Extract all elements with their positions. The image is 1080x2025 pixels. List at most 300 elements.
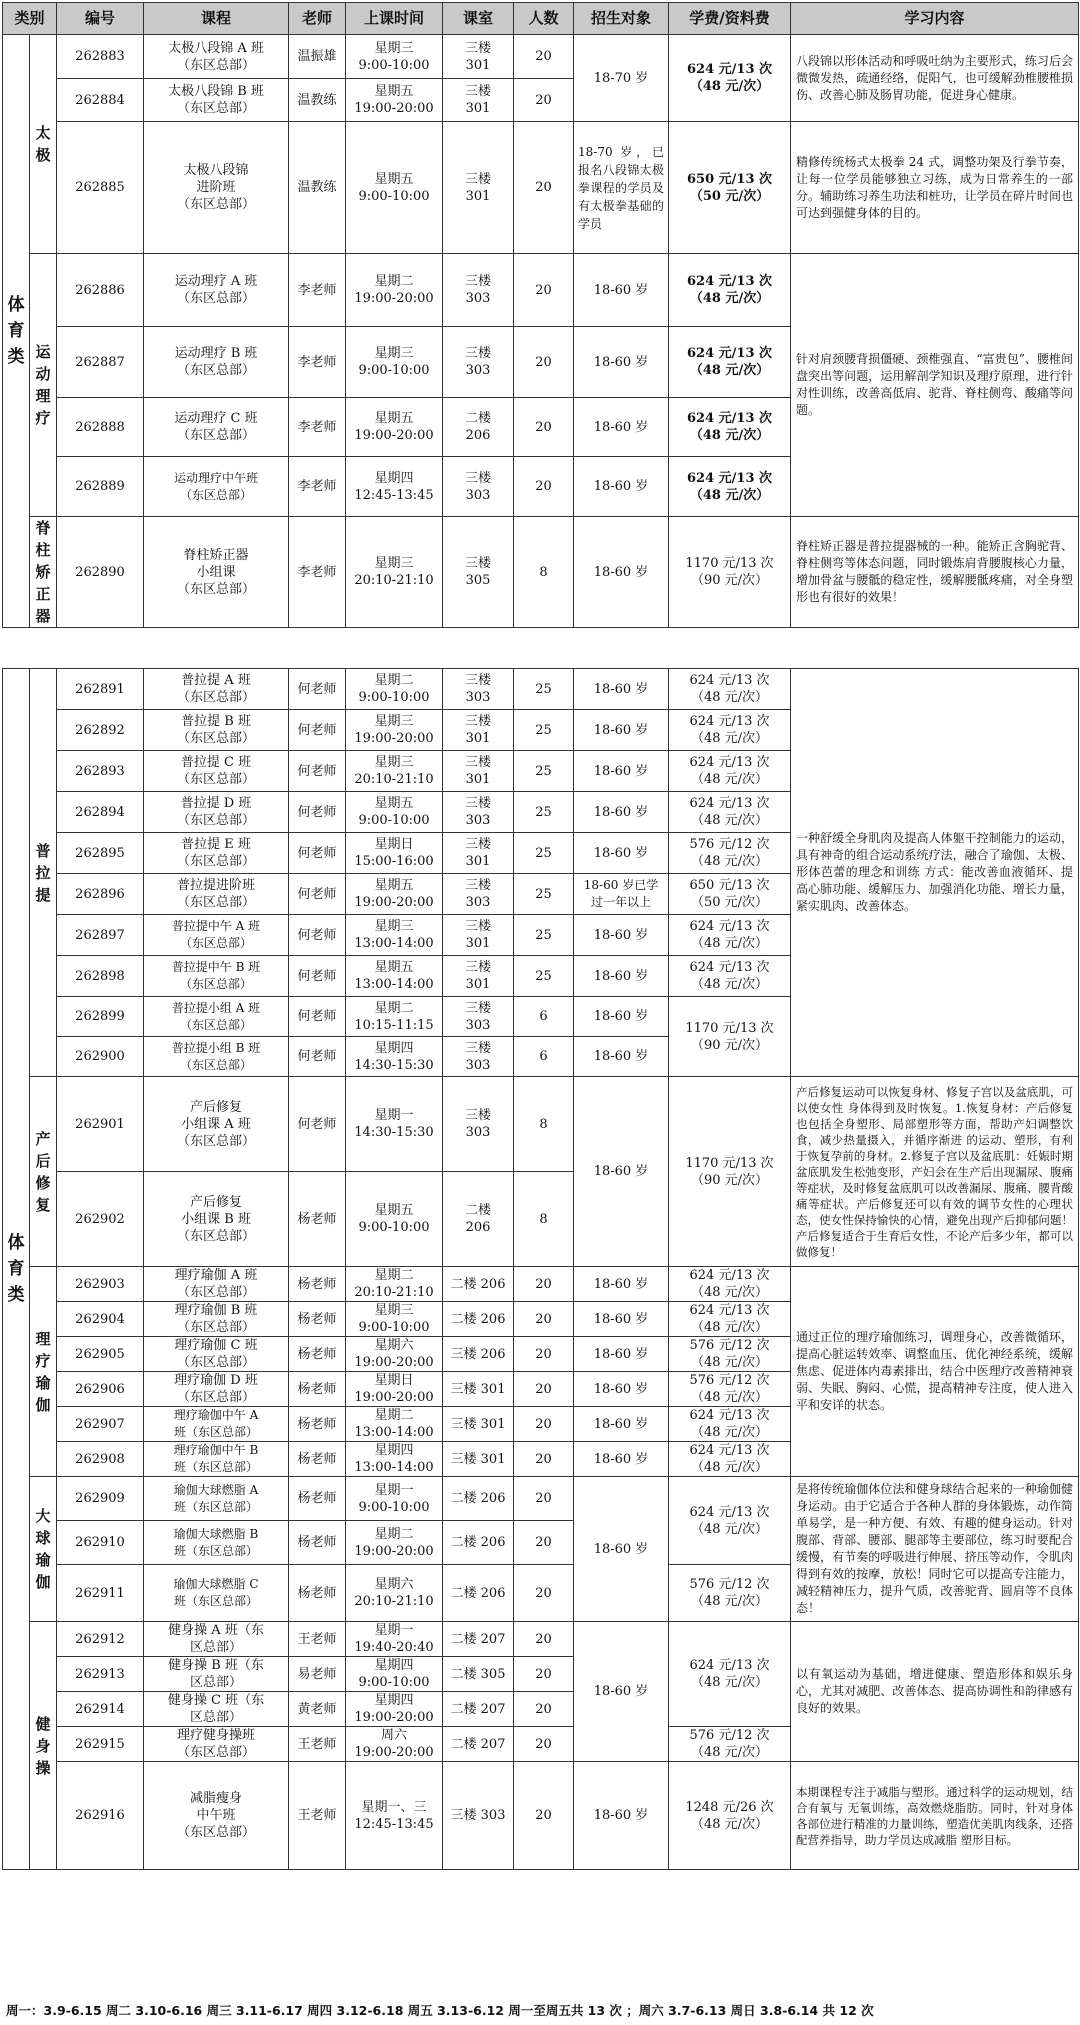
teacher: 李老师 xyxy=(289,254,346,327)
fee: 1170 元/13 次 （90 元/次） xyxy=(669,517,791,628)
course-name: 脊柱矫正器 小组课 （东区总部） xyxy=(144,517,289,628)
course-name: 理疗瑜伽中午 B 班（东区总部） xyxy=(144,1442,289,1477)
course-id: 262898 xyxy=(57,956,144,997)
teacher: 何老师 xyxy=(289,751,346,792)
course-id: 262911 xyxy=(57,1565,144,1622)
class-time: 星期三 9:00-10:00 xyxy=(346,327,443,398)
capacity: 20 xyxy=(514,327,574,398)
teacher: 温振雄 xyxy=(289,35,346,79)
course-name: 健身操 A 班（东 区总部） xyxy=(144,1622,289,1657)
table-header xyxy=(3,3,1079,35)
fee: 624 元/13 次 （48 元/次） xyxy=(669,1267,791,1302)
group-cell-postnatal: 产 后 修 复 xyxy=(30,1077,57,1267)
capacity: 20 xyxy=(514,35,574,79)
course-id: 262904 xyxy=(57,1302,144,1337)
classroom: 二楼 206 xyxy=(443,1565,514,1622)
classroom: 三楼 301 xyxy=(443,122,514,254)
teacher: 杨老师 xyxy=(289,1521,346,1565)
header-room: 课室 xyxy=(443,3,514,35)
classroom: 三楼 301 xyxy=(443,915,514,956)
teacher: 何老师 xyxy=(289,874,346,915)
course-id: 262903 xyxy=(57,1267,144,1302)
class-time: 星期六 19:00-20:00 xyxy=(346,1337,443,1372)
course-id: 262908 xyxy=(57,1442,144,1477)
course-id: 262888 xyxy=(57,398,144,457)
teacher: 何老师 xyxy=(289,710,346,751)
classroom: 二楼 207 xyxy=(443,1692,514,1727)
table-row xyxy=(3,35,1079,79)
capacity: 25 xyxy=(514,669,574,710)
course-id: 262914 xyxy=(57,1692,144,1727)
course-description: 精修传统杨式太极拳 24 式，调整功架及行拳节奏，让每一位学员能够独立习练，成为日常养生的一部分。辅助练习养生功法和桩功，让学员在碎片时间也可达到强健身体的目的。 xyxy=(791,122,1079,254)
course-name: 理疗瑜伽 D 班 （东区总部） xyxy=(144,1372,289,1407)
target-group: 18-60 岁 xyxy=(574,398,669,457)
course-id: 262905 xyxy=(57,1337,144,1372)
class-time: 星期日 19:00-20:00 xyxy=(346,1372,443,1407)
target-group: 18-60 岁 xyxy=(574,1037,669,1077)
course-name: 理疗瑜伽 A 班 （东区总部） xyxy=(144,1267,289,1302)
classroom: 三楼 301 xyxy=(443,1372,514,1407)
header-content: 学习内容 xyxy=(791,3,1079,35)
course-id: 262909 xyxy=(57,1477,144,1521)
fee: 624 元/13 次 （48 元/次） xyxy=(669,915,791,956)
course-id: 262884 xyxy=(57,79,144,122)
fee: 1170 元/13 次 （90 元/次） xyxy=(669,997,791,1077)
course-name: 产后修复 小组课 B 班 （东区总部） xyxy=(144,1172,289,1267)
classroom: 三楼 301 xyxy=(443,751,514,792)
header-count: 人数 xyxy=(514,3,574,35)
course-name: 普拉提中午 B 班 （东区总部） xyxy=(144,956,289,997)
classroom: 三楼 303 xyxy=(443,457,514,517)
course-id: 262883 xyxy=(57,35,144,79)
course-name: 运动理疗中午班 （东区总部） xyxy=(144,457,289,517)
course-name: 普拉提小组 B 班 （东区总部） xyxy=(144,1037,289,1077)
course-name: 瑜伽大球燃脂 C 班（东区总部） xyxy=(144,1565,289,1622)
course-id: 262907 xyxy=(57,1407,144,1442)
course-name: 普拉提 E 班 （东区总部） xyxy=(144,833,289,874)
teacher: 何老师 xyxy=(289,669,346,710)
table-row xyxy=(3,122,1079,254)
teacher: 何老师 xyxy=(289,1077,346,1172)
classroom: 三楼 303 xyxy=(443,792,514,833)
capacity: 8 xyxy=(514,1077,574,1172)
capacity: 25 xyxy=(514,956,574,997)
course-id: 262899 xyxy=(57,997,144,1037)
course-id: 262895 xyxy=(57,833,144,874)
course-name: 理疗瑜伽 C 班 （东区总部） xyxy=(144,1337,289,1372)
course-name: 理疗瑜伽 B 班 （东区总部） xyxy=(144,1302,289,1337)
class-time: 星期三 20:10-21:10 xyxy=(346,751,443,792)
target-group: 18-60 岁 xyxy=(574,1407,669,1442)
teacher: 何老师 xyxy=(289,997,346,1037)
target-group: 18-60 岁 xyxy=(574,1372,669,1407)
teacher: 王老师 xyxy=(289,1622,346,1657)
course-name: 产后修复 小组课 A 班 （东区总部） xyxy=(144,1077,289,1172)
class-time: 星期三 13:00-14:00 xyxy=(346,915,443,956)
teacher: 王老师 xyxy=(289,1762,346,1870)
capacity: 25 xyxy=(514,751,574,792)
target-group: 18-60 岁 xyxy=(574,669,669,710)
capacity: 20 xyxy=(514,1657,574,1692)
teacher: 李老师 xyxy=(289,517,346,628)
course-id: 262913 xyxy=(57,1657,144,1692)
capacity: 20 xyxy=(514,1727,574,1762)
fee: 576 元/12 次 （48 元/次） xyxy=(669,1372,791,1407)
capacity: 20 xyxy=(514,1337,574,1372)
fee: 650 元/13 次 （50 元/次） xyxy=(669,874,791,915)
header-category: 类别 xyxy=(3,3,57,35)
teacher: 李老师 xyxy=(289,327,346,398)
fee: 576 元/12 次 （48 元/次） xyxy=(669,1337,791,1372)
target-group: 18-60 岁 xyxy=(574,1762,669,1870)
teacher: 李老师 xyxy=(289,398,346,457)
course-name: 瑜伽大球燃脂 B 班（东区总部） xyxy=(144,1521,289,1565)
classroom: 三楼 303 xyxy=(443,1077,514,1172)
capacity: 20 xyxy=(514,398,574,457)
target-group: 18-60 岁 xyxy=(574,1477,669,1622)
table-row xyxy=(3,1267,1079,1302)
capacity: 25 xyxy=(514,874,574,915)
class-time: 星期四 12:45-13:45 xyxy=(346,457,443,517)
class-time: 星期二 19:00-20:00 xyxy=(346,1521,443,1565)
class-time: 星期五 9:00-10:00 xyxy=(346,1172,443,1267)
course-id: 262910 xyxy=(57,1521,144,1565)
course-name: 普拉提小组 A 班 （东区总部） xyxy=(144,997,289,1037)
course-id: 262885 xyxy=(57,122,144,254)
class-time: 星期五 19:00-20:00 xyxy=(346,398,443,457)
category-cell: 体 育 类 xyxy=(3,35,30,628)
course-description: 一种舒缓全身肌肉及提高人体躯干控制能力的运动，具有神奇的组合运动系统疗法，融合了瑜伽、太极、形体芭蕾的理念和训练 方式：能改善血液循环、提高心肺功能、缓解压力、加强消化功能、增长力量，紧实肌肉、改善体态。 xyxy=(791,669,1079,1077)
course-name: 理疗瑜伽中午 A 班（东区总部） xyxy=(144,1407,289,1442)
classroom: 三楼 303 xyxy=(443,1762,514,1870)
classroom: 三楼 305 xyxy=(443,517,514,628)
course-name: 运动理疗 B 班 （东区总部） xyxy=(144,327,289,398)
capacity: 20 xyxy=(514,1622,574,1657)
table-row xyxy=(3,1762,1079,1870)
classroom: 二楼 206 xyxy=(443,398,514,457)
class-time: 星期四 14:30-15:30 xyxy=(346,1037,443,1077)
table-row xyxy=(3,254,1079,327)
target-group: 18-60 岁 xyxy=(574,517,669,628)
header-fee: 学费/资料费 xyxy=(669,3,791,35)
group-cell-physio: 运 动 理 疗 xyxy=(30,254,57,517)
capacity: 25 xyxy=(514,915,574,956)
class-time: 星期二 19:00-20:00 xyxy=(346,254,443,327)
header-time: 上课时间 xyxy=(346,3,443,35)
class-time: 星期三 9:00-10:00 xyxy=(346,35,443,79)
course-name: 减脂瘦身 中午班 （东区总部） xyxy=(144,1762,289,1870)
teacher: 杨老师 xyxy=(289,1442,346,1477)
classroom: 三楼 303 xyxy=(443,874,514,915)
class-time: 星期五 19:00-20:00 xyxy=(346,79,443,122)
class-time: 星期一、三 12:45-13:45 xyxy=(346,1762,443,1870)
target-group: 18-60 岁 xyxy=(574,997,669,1037)
target-group: 18-60 岁 xyxy=(574,327,669,398)
target-group: 18-60 岁 xyxy=(574,1077,669,1267)
class-time: 星期五 9:00-10:00 xyxy=(346,792,443,833)
fee: 576 元/12 次 （48 元/次） xyxy=(669,833,791,874)
capacity: 20 xyxy=(514,1565,574,1622)
class-time: 星期四 9:00-10:00 xyxy=(346,1657,443,1692)
classroom: 三楼 303 xyxy=(443,327,514,398)
course-description: 脊柱矫正器是普拉提器械的一种。能矫正含胸驼背、脊柱侧弯等体态问题，同时锻炼肩背腰腹核心力量，增加骨盆与腰骶的稳定性，缓解腰骶疼痛，对全身塑形也有很好的效果！ xyxy=(791,517,1079,628)
course-name: 太极八段锦 B 班 （东区总部） xyxy=(144,79,289,122)
fee: 624 元/13 次 （48 元/次） xyxy=(669,1442,791,1477)
capacity: 20 xyxy=(514,1477,574,1521)
capacity: 20 xyxy=(514,122,574,254)
course-description: 本期课程专注于减脂与塑形。通过科学的运动规划，结合有氧与 无氧训练，高效燃烧脂肪。同时，针对身体各部位进行精准的力量训练，塑造优美肌肉线条，还搭配营养指导，助力学员达成减脂 塑形目标。 xyxy=(791,1762,1079,1870)
classroom: 三楼 303 xyxy=(443,997,514,1037)
capacity: 20 xyxy=(514,1442,574,1477)
course-name: 瑜伽大球燃脂 A 班（东区总部） xyxy=(144,1477,289,1521)
capacity: 20 xyxy=(514,254,574,327)
schedule-footer: 周一：3.9-6.15 周二 3.10-6.16 周三 3.11-6.17 周四 3.12-6.18 周五 3.13-6.12 周一至周五共 13 次 ；周六 3.7-6.13 周日 3.8-6.14 共 12 次 xyxy=(6,2003,874,2018)
class-time: 星期三 19:00-20:00 xyxy=(346,710,443,751)
group-cell-pilates: 普 拉 提 xyxy=(30,669,57,1077)
class-time: 星期二 13:00-14:00 xyxy=(346,1407,443,1442)
course-id: 262893 xyxy=(57,751,144,792)
course-name: 运动理疗 A 班 （东区总部） xyxy=(144,254,289,327)
class-time: 星期一 14:30-15:30 xyxy=(346,1077,443,1172)
course-id: 262916 xyxy=(57,1762,144,1870)
course-id: 262915 xyxy=(57,1727,144,1762)
capacity: 20 xyxy=(514,1267,574,1302)
course-id: 262900 xyxy=(57,1037,144,1077)
teacher: 王老师 xyxy=(289,1727,346,1762)
course-name: 普拉提 D 班 （东区总部） xyxy=(144,792,289,833)
class-time: 星期三 20:10-21:10 xyxy=(346,517,443,628)
teacher: 杨老师 xyxy=(289,1477,346,1521)
classroom: 三楼 206 xyxy=(443,1337,514,1372)
target-group: 18-60 岁 xyxy=(574,254,669,327)
classroom: 三楼 301 xyxy=(443,710,514,751)
classroom: 二楼 206 xyxy=(443,1172,514,1267)
fee: 624 元/13 次 （48 元/次） xyxy=(669,669,791,710)
schedule-table-top xyxy=(2,2,1079,628)
course-id: 262901 xyxy=(57,1077,144,1172)
course-id: 262906 xyxy=(57,1372,144,1407)
class-time: 星期四 13:00-14:00 xyxy=(346,1442,443,1477)
course-name: 普拉提 A 班 （东区总部） xyxy=(144,669,289,710)
capacity: 20 xyxy=(514,1692,574,1727)
course-description: 针对肩颈腰背损僵硬、颈椎强直、“富贵包”、腰椎间盘突出等问题，运用解剖学知识及理疗原理，进行针对性训练，改善高低肩、驼背、脊柱侧弯、酸痛等问题。 xyxy=(791,254,1079,517)
class-time: 星期一 19:40-20:40 xyxy=(346,1622,443,1657)
table-row xyxy=(3,517,1079,628)
class-time: 星期二 10:15-11:15 xyxy=(346,997,443,1037)
fee: 1170 元/13 次 （90 元/次） xyxy=(669,1077,791,1267)
table-row xyxy=(3,669,1079,710)
fee: 576 元/12 次 （48 元/次） xyxy=(669,1727,791,1762)
course-id: 262896 xyxy=(57,874,144,915)
class-time: 星期二 20:10-21:10 xyxy=(346,1267,443,1302)
teacher: 何老师 xyxy=(289,792,346,833)
target-group: 18-60 岁 xyxy=(574,1302,669,1337)
course-description: 通过正位的理疗瑜伽练习，调理身心，改善微循环，提高心脏运转效率、调整血压、优化神经系统，缓解焦虑、促进体内毒素排出，结合中医理疗改善精神衰弱、失眠、胸闷、心慌，提高精神专注度，使人进入平和安详的状态。 xyxy=(791,1267,1079,1477)
target-group: 18-60 岁 xyxy=(574,1337,669,1372)
fee: 624 元/13 次 （48 元/次） xyxy=(669,956,791,997)
class-time: 星期一 9:00-10:00 xyxy=(346,1477,443,1521)
classroom: 二楼 206 xyxy=(443,1477,514,1521)
class-time: 星期六 20:10-21:10 xyxy=(346,1565,443,1622)
classroom: 三楼 301 xyxy=(443,833,514,874)
capacity: 20 xyxy=(514,457,574,517)
capacity: 20 xyxy=(514,1302,574,1337)
group-cell-fitness: 健 身 操 xyxy=(30,1622,57,1870)
classroom: 三楼 301 xyxy=(443,35,514,79)
course-description: 是将传统瑜伽体位法和健身球结合起来的一种瑜伽健身运动。由于它适合于各种人群的身体锻炼，动作简单易学，是一种方便、有效、有趣的健身运动。针对腹部、背部、腰部、腿部等主要部位，练习时要配合缓慢，有节奏的呼吸进行伸展、挤压等动作，令肌肉得到有效的按摩，放松！同时它可以提高专注能力，减轻精神压力，提升气质，改善驼背、圆肩等不良体态！ xyxy=(791,1477,1079,1622)
fee: 624 元/13 次 （48 元/次） xyxy=(669,1477,791,1565)
group-cell-taiji: 太 极 xyxy=(30,35,57,254)
class-time: 星期五 19:00-20:00 xyxy=(346,874,443,915)
teacher: 何老师 xyxy=(289,915,346,956)
teacher: 易老师 xyxy=(289,1657,346,1692)
target-group: 18-70 岁 xyxy=(574,35,669,122)
teacher: 杨老师 xyxy=(289,1302,346,1337)
target-group: 18-60 岁 xyxy=(574,956,669,997)
header-id: 编号 xyxy=(57,3,144,35)
teacher: 杨老师 xyxy=(289,1407,346,1442)
classroom: 二楼 207 xyxy=(443,1622,514,1657)
teacher: 黄老师 xyxy=(289,1692,346,1727)
table-row xyxy=(3,1077,1079,1172)
classroom: 二楼 206 xyxy=(443,1302,514,1337)
target-group: 18-60 岁 xyxy=(574,915,669,956)
fee: 624 元/13 次 （48 元/次） xyxy=(669,398,791,457)
target-group: 18-60 岁已学 过一年以上 xyxy=(574,874,669,915)
classroom: 三楼 303 xyxy=(443,669,514,710)
teacher: 杨老师 xyxy=(289,1372,346,1407)
fee: 624 元/13 次 （48 元/次） xyxy=(669,457,791,517)
course-id: 262897 xyxy=(57,915,144,956)
header-target: 招生对象 xyxy=(574,3,669,35)
course-id: 262887 xyxy=(57,327,144,398)
fee: 624 元/13 次 （48 元/次） xyxy=(669,254,791,327)
target-group: 18-60 岁 xyxy=(574,1267,669,1302)
teacher: 温教练 xyxy=(289,79,346,122)
category-cell: 体 育 类 xyxy=(3,669,30,1870)
fee: 650 元/13 次 （50 元/次） xyxy=(669,122,791,254)
teacher: 杨老师 xyxy=(289,1267,346,1302)
course-name: 健身操 B 班（东 区总部） xyxy=(144,1657,289,1692)
course-id: 262912 xyxy=(57,1622,144,1657)
capacity: 20 xyxy=(514,79,574,122)
capacity: 25 xyxy=(514,710,574,751)
class-time: 星期二 9:00-10:00 xyxy=(346,669,443,710)
course-id: 262894 xyxy=(57,792,144,833)
target-group: 18-60 岁 xyxy=(574,1622,669,1762)
teacher: 李老师 xyxy=(289,457,346,517)
teacher: 何老师 xyxy=(289,1037,346,1077)
teacher: 何老师 xyxy=(289,833,346,874)
course-name: 普拉提 B 班 （东区总部） xyxy=(144,710,289,751)
teacher: 杨老师 xyxy=(289,1337,346,1372)
capacity: 25 xyxy=(514,792,574,833)
course-name: 太极八段锦 进阶班 （东区总部） xyxy=(144,122,289,254)
target-group: 18-60 岁 xyxy=(574,1442,669,1477)
classroom: 二楼 206 xyxy=(443,1521,514,1565)
course-name: 太极八段锦 A 班 （东区总部） xyxy=(144,35,289,79)
course-name: 普拉提进阶班 （东区总部） xyxy=(144,874,289,915)
course-id: 262902 xyxy=(57,1172,144,1267)
fee: 624 元/13 次 （48 元/次） xyxy=(669,35,791,122)
classroom: 三楼 303 xyxy=(443,1037,514,1077)
fee: 624 元/13 次 （48 元/次） xyxy=(669,1302,791,1337)
table-row xyxy=(3,1622,1079,1657)
course-id: 262889 xyxy=(57,457,144,517)
course-name: 理疗健身操班 （东区总部） xyxy=(144,1727,289,1762)
capacity: 20 xyxy=(514,1762,574,1870)
target-group: 18-60 岁 xyxy=(574,792,669,833)
fee: 576 元/12 次 （48 元/次） xyxy=(669,1565,791,1622)
capacity: 20 xyxy=(514,1407,574,1442)
classroom: 二楼 206 xyxy=(443,1267,514,1302)
course-description: 产后修复运动可以恢复身材、修复子宫以及盆底肌，可以使女性 身体得到及时恢复。1.恢复身材：产后修复也包括全身塑形、局部塑形等方面，帮助产妇调整饮食，减少热量摄入，并循序渐进 的运动、塑形，有利于恢复孕前的身材。2.修复子宫以及盆底肌：妊娠时期盆底肌发生松弛变形，产妇会在生产后出现漏尿、腹痛 等症状，及时修复盆底肌可以改善漏尿、腹痛、腰背酸痛等症状。产后修复还可以有效的调节女性的心理状态，使女性保持愉快的心情，避免出现产后抑郁问题！产后修复适合于生育后女性，不论产后多少年，都可以做修复！ xyxy=(791,1077,1079,1267)
target-group: 18-60 岁 xyxy=(574,751,669,792)
fee: 1248 元/26 次 （48 元/次） xyxy=(669,1762,791,1870)
course-id: 262892 xyxy=(57,710,144,751)
fee: 624 元/13 次 （48 元/次） xyxy=(669,1407,791,1442)
group-cell-ball-yoga: 大 球 瑜 伽 xyxy=(30,1477,57,1622)
course-id: 262890 xyxy=(57,517,144,628)
classroom: 三楼 301 xyxy=(443,956,514,997)
fee: 624 元/13 次 （48 元/次） xyxy=(669,1622,791,1727)
teacher: 杨老师 xyxy=(289,1565,346,1622)
classroom: 三楼 301 xyxy=(443,1442,514,1477)
class-time: 星期五 13:00-14:00 xyxy=(346,956,443,997)
capacity: 6 xyxy=(514,1037,574,1077)
class-time: 星期日 15:00-16:00 xyxy=(346,833,443,874)
capacity: 20 xyxy=(514,1521,574,1565)
course-description: 八段锦以形体活动和呼吸吐纳为主要形式，练习后会微微发热，疏通经络，促阳气，也可缓解劲椎腰椎损伤、改善心肺及肠胃功能，促进身心健康。 xyxy=(791,35,1079,122)
class-time: 星期五 9:00-10:00 xyxy=(346,122,443,254)
course-name: 健身操 C 班（东 区总部） xyxy=(144,1692,289,1727)
capacity: 8 xyxy=(514,517,574,628)
course-description: 以有氧运动为基础，增进健康、塑造形体和娱乐身心，尤其对减肥、改善体态、提高协调性和韵律感有良好的效果。 xyxy=(791,1622,1079,1762)
course-id: 262891 xyxy=(57,669,144,710)
course-name: 普拉提中午 A 班 （东区总部） xyxy=(144,915,289,956)
classroom: 二楼 207 xyxy=(443,1727,514,1762)
teacher: 杨老师 xyxy=(289,1172,346,1267)
target-group: 18-60 岁 xyxy=(574,710,669,751)
teacher: 何老师 xyxy=(289,956,346,997)
class-time: 星期三 9:00-10:00 xyxy=(346,1302,443,1337)
classroom: 二楼 305 xyxy=(443,1657,514,1692)
target-group: 18-60 岁 xyxy=(574,833,669,874)
fee: 624 元/13 次 （48 元/次） xyxy=(669,327,791,398)
header-teacher: 老师 xyxy=(289,3,346,35)
fee: 624 元/13 次 （48 元/次） xyxy=(669,710,791,751)
teacher: 温教练 xyxy=(289,122,346,254)
header-course: 课程 xyxy=(144,3,289,35)
target-group: 18-70 岁，已报名八段锦太极拳课程的学员及有太极拳基础的学员 xyxy=(574,122,669,254)
target-group: 18-60 岁 xyxy=(574,457,669,517)
course-id: 262886 xyxy=(57,254,144,327)
course-name: 普拉提 C 班 （东区总部） xyxy=(144,751,289,792)
schedule-table-bottom xyxy=(2,668,1079,1870)
capacity: 6 xyxy=(514,997,574,1037)
classroom: 三楼 303 xyxy=(443,254,514,327)
class-time: 周六 19:00-20:00 xyxy=(346,1727,443,1762)
classroom: 三楼 301 xyxy=(443,1407,514,1442)
table-row xyxy=(3,1477,1079,1521)
capacity: 25 xyxy=(514,833,574,874)
group-cell-yoga: 理 疗 瑜 伽 xyxy=(30,1267,57,1477)
fee: 624 元/13 次 （48 元/次） xyxy=(669,751,791,792)
capacity: 8 xyxy=(514,1172,574,1267)
group-cell-spine: 脊 柱 矫 正 器 xyxy=(30,517,57,628)
class-time: 星期四 19:00-20:00 xyxy=(346,1692,443,1727)
course-name: 运动理疗 C 班 （东区总部） xyxy=(144,398,289,457)
